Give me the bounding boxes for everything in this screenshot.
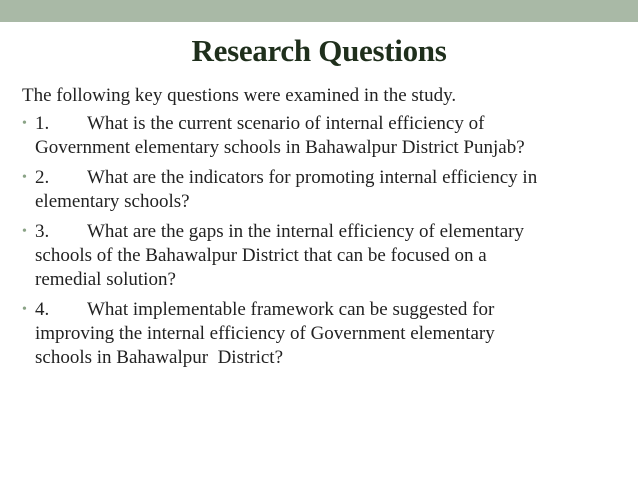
bullet-icon: • xyxy=(22,224,27,239)
question-line: improving the internal efficiency of Government elementary xyxy=(35,323,495,344)
question-line: Government elementary schools in Bahawalpur District Punjab? xyxy=(35,137,525,158)
slide-title: Research Questions xyxy=(191,33,447,68)
question-line: elementary schools? xyxy=(35,191,190,212)
question-number: 4. xyxy=(35,299,50,320)
question-item-1 xyxy=(22,112,622,160)
question-item-3 xyxy=(22,220,622,292)
question-line: What is the current scenario of internal efficiency of xyxy=(87,113,485,134)
question-item-4 xyxy=(22,298,622,370)
question-number: 3. xyxy=(35,221,50,242)
question-item-2 xyxy=(22,166,622,214)
bullet-icon: • xyxy=(22,116,27,131)
question-line: remedial solution? xyxy=(35,269,176,290)
question-list xyxy=(22,112,622,376)
question-number: 1. xyxy=(35,113,50,134)
question-line: What are the indicators for promoting internal efficiency in xyxy=(87,167,538,188)
question-line: What implementable framework can be suggested for xyxy=(87,299,495,320)
question-line: schools in Bahawalpur District? xyxy=(35,347,284,368)
bullet-icon: • xyxy=(22,170,27,185)
question-number: 2. xyxy=(35,167,50,188)
question-line: What are the gaps in the internal efficiency of elementary xyxy=(87,221,524,242)
bullet-icon: • xyxy=(22,302,27,317)
question-line: schools of the Bahawalpur District that can be focused on a xyxy=(35,245,487,266)
slide-top-bar xyxy=(0,0,638,22)
intro-text: The following key questions were examined in the study. xyxy=(22,85,457,106)
